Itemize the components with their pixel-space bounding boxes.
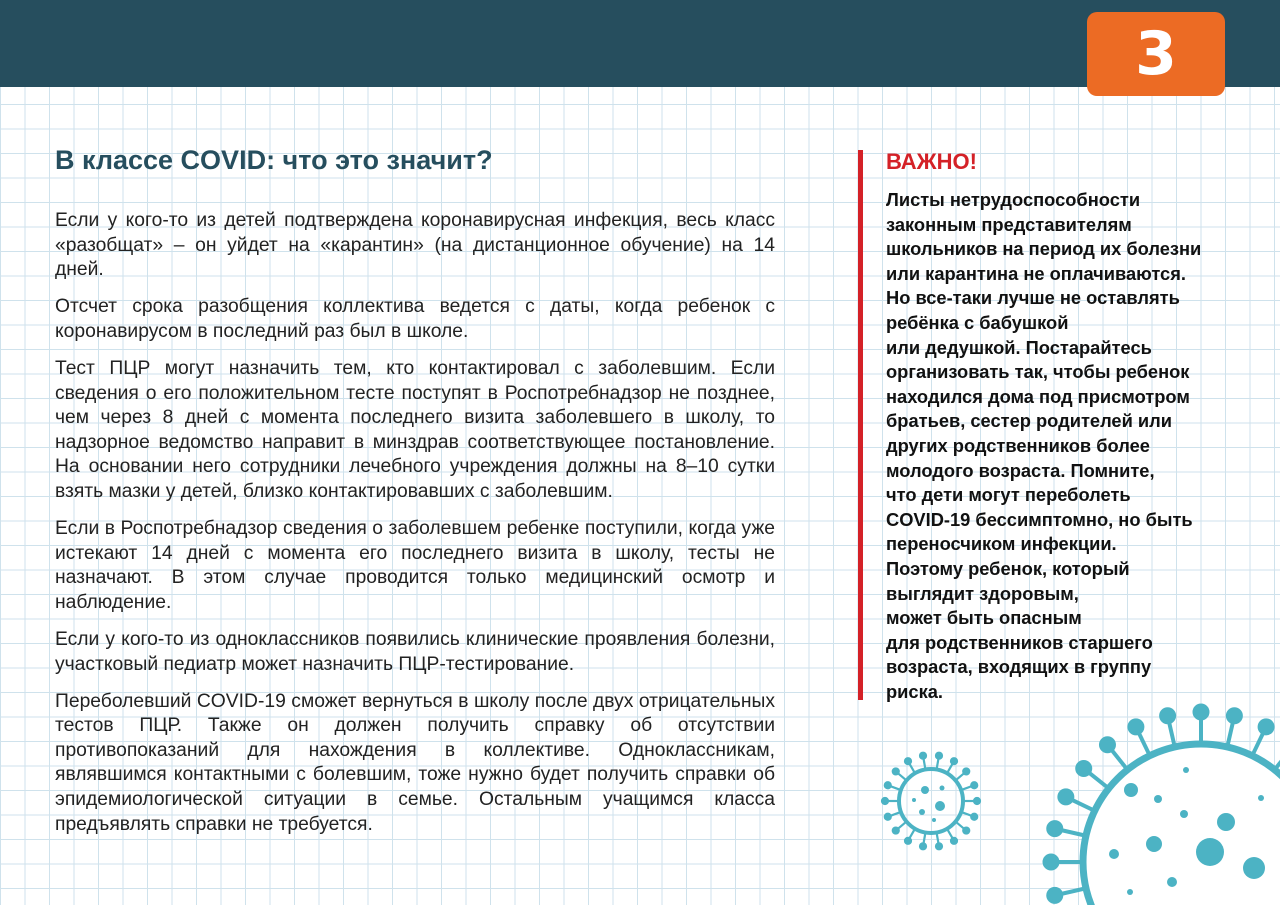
aside-accent-bar — [858, 150, 863, 700]
important-note-line: школьников на период их болезни — [886, 238, 1202, 260]
main-article — [55, 209, 775, 850]
important-note-line: молодого возраста. Помните, — [886, 459, 1155, 481]
important-note-line: риска. — [886, 680, 943, 702]
important-note-line: или дедушкой. Постарайтесь — [886, 336, 1152, 358]
page-number-badge: 3 — [1087, 12, 1225, 96]
important-note-line: выглядит здоровым, — [886, 582, 1079, 604]
paragraph-quarantine: Если у кого-то из детей подтверждена коронавирусная инфекция, весь класс «разобщат» – он уйдет на «карантин» (на дистанционное обучение) на 14 дней. — [55, 210, 775, 281]
important-note-line: находился дома под присмотром — [886, 385, 1190, 407]
important-note-line: Но все-таки лучше не оставлять — [886, 287, 1180, 309]
paragraph-return-to-school: Переболевший COVID-19 сможет вернуться в школу после двух отрицательных тестов ПЦР. Также он должен получить справку об отсутствии противопоказаний для нахождения в коллективе. Одноклассникам, являвшимся контактными с болевшим, тоже нужно будет получить справки об эпидемиологической ситуации в семье. Остальным учащимся класса предъявлять справки не требуется. — [55, 690, 775, 835]
virus-icon — [1026, 702, 1280, 905]
important-note-line: может быть опасным — [886, 607, 1082, 629]
important-note-line: ребёнка с бабушкой — [886, 311, 1069, 333]
important-note-line: для родственников старшего — [886, 631, 1153, 653]
important-note — [886, 188, 1226, 704]
important-note-line: или карантина не оплачиваются. — [886, 262, 1186, 284]
important-note-line: что дети могут переболеть — [886, 484, 1131, 506]
virus-icon — [880, 750, 982, 852]
aside-heading: ВАЖНО! — [886, 149, 977, 174]
important-note-line: организовать так, чтобы ребенок — [886, 361, 1190, 383]
important-note-line: переносчиком инфекции. — [886, 533, 1117, 555]
paragraph-symptoms: Если у кого-то из одноклассников появились клинические проявления болезни, участковый педиатр может назначить ПЦР-тестирование. — [55, 628, 775, 675]
important-note-line: возраста, входящих в группу — [886, 656, 1152, 678]
page-title: В классе COVID: что это значит? — [55, 145, 493, 175]
important-note-line: Листы нетрудоспособности — [886, 189, 1141, 210]
important-note-line: COVID-19 бессимптомно, но быть — [886, 508, 1193, 530]
paragraph-pcr-test: Тест ПЦР могут назначить тем, кто контактировал с заболевшим. Если сведения о его положительном тесте поступят в Роспотребнадзор не позднее, чем через 8 дней с момента последнего визита заболевшего в школу, то надзорное ведомство направит в минздрав соответствующее постановление. На основании него сотрудники лечебного учреждения должны на 8–10 сутки взять мазки у детей, близко контактировавших с заболевшим. — [55, 357, 775, 502]
paragraph-late-report: Если в Роспотребнадзор сведения о заболевшем ребенке поступили, когда уже истекают 14 дней с момента его последнего визита в школу, тесты не назначают. В этом случае проводится только медицинский осмотр и наблюдение. — [55, 518, 775, 613]
important-note-line: законным представителям — [886, 213, 1132, 235]
important-note-line: братьев, сестер родителей или — [886, 410, 1173, 432]
important-note-line: других родственников более — [886, 434, 1150, 456]
important-note-line: Поэтому ребенок, который — [886, 557, 1130, 579]
paragraph-countdown: Отсчет срока разобщения коллектива ведется с даты, когда ребенок с коронавирусом в последний раз был в школе. — [55, 296, 775, 342]
